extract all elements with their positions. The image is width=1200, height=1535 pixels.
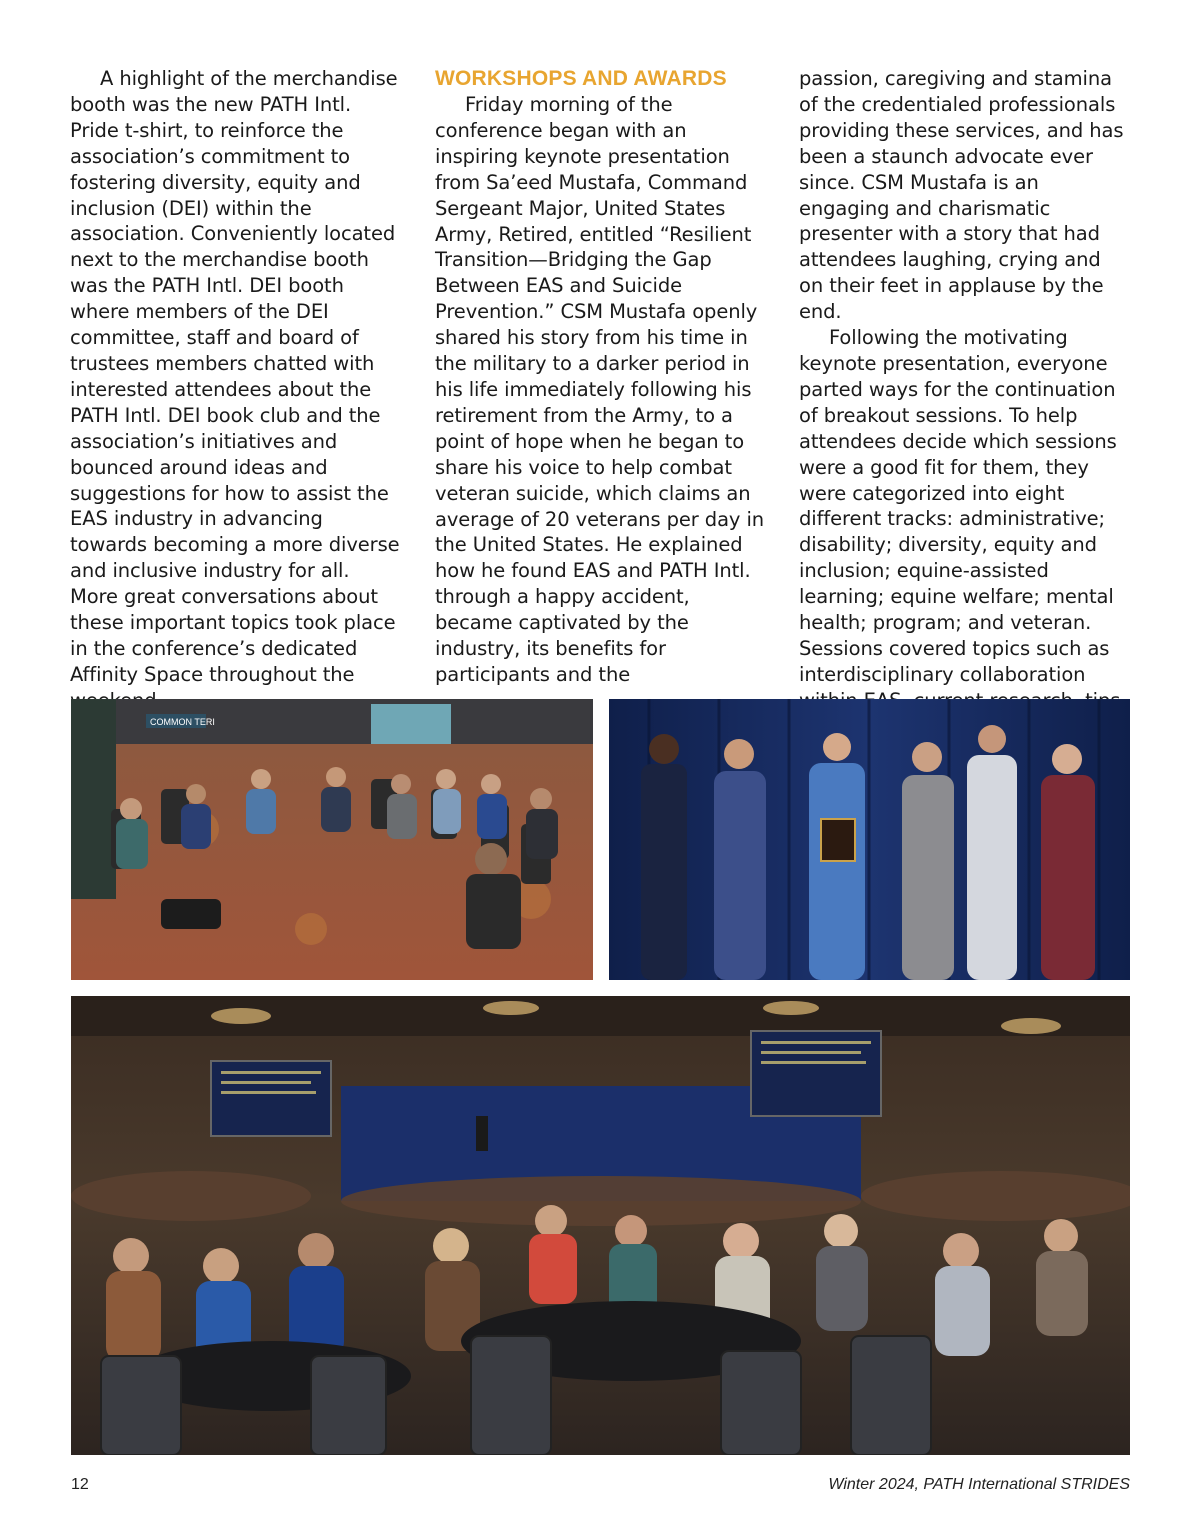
paragraph: Following the motivating keynote presentation, everyone parted ways for the continuation of breakout sessions. To help attendees decide which sessions were a good fit for them, they were categorized into eight different tracks: administrative; disability; diversity, equity and inclusion; equine-assisted learning; equine welfare; mental health; program; and veteran. Sessions covered topics such as interdisciplinary collaboration [799,326,1117,686]
paragraph: A highlight of the merchandise booth was the new PATH Intl. Pride t-shirt, to reinforce the association’s commitment to fostering diversity, equity and inclusion (DEI) within the association. Conveniently located next to the merchandise booth was the PATH Intl. DEI booth where members of the DEI committee, staff and board of trustees members chatted with interested attendees about the PATH Intl. DEI book club and the association’s initiatives and bounced around ideas and suggestions for how to assist the EAS industry in advancing towards becoming a more diverse and inclusive industry for all. More great conversations about these important topics took place in the conference’s dedicated Affinity Space throughout the [70,67,400,686]
award-presentation-photo [609,699,1130,980]
publication-footer: Winter 2024, PATH International STRIDES [828,1476,1130,1493]
section-heading: WORKSHOPS AND AWARDS [435,67,727,90]
breakout-session-photo [71,699,593,980]
ballroom-keynote-photo [71,996,1130,1455]
paragraph: Friday morning of the conference began with an inspiring keynote presentation from Sa’eed Mustafa, Command Sergeant Major, United States Army, Retired, entitled “Resilient Transition—Bridging the Gap Between EAS and Suicide Prevention.” CSM Mustafa openly shared his story from his time in the military to a darker period in his life immediately following his retirement from the Army, to a point of hope when he began to share his voice to help combat veteran suicide, which claims an average of 20 veterans per day in the United States. He explained how he found EAS and PATH Intl. through a happy accident, became captivated by the industry, its benefits for participants and the [435,93,765,686]
page-number: 12 [71,1476,89,1493]
article-column-2 [435,66,765,688]
paragraph: passion, caregiving and stamina of the credentialed professionals providing these services, and has been a staunch advocate ever since. CSM Mustafa is an engaging and charismatic presenter with a story that had attendees laughing, crying and on their feet in applause by the end. [799,67,1124,324]
booth-sign-text: COMMON TERI [150,717,215,727]
article-column-1 [70,66,400,714]
article-column-3 [799,66,1129,740]
